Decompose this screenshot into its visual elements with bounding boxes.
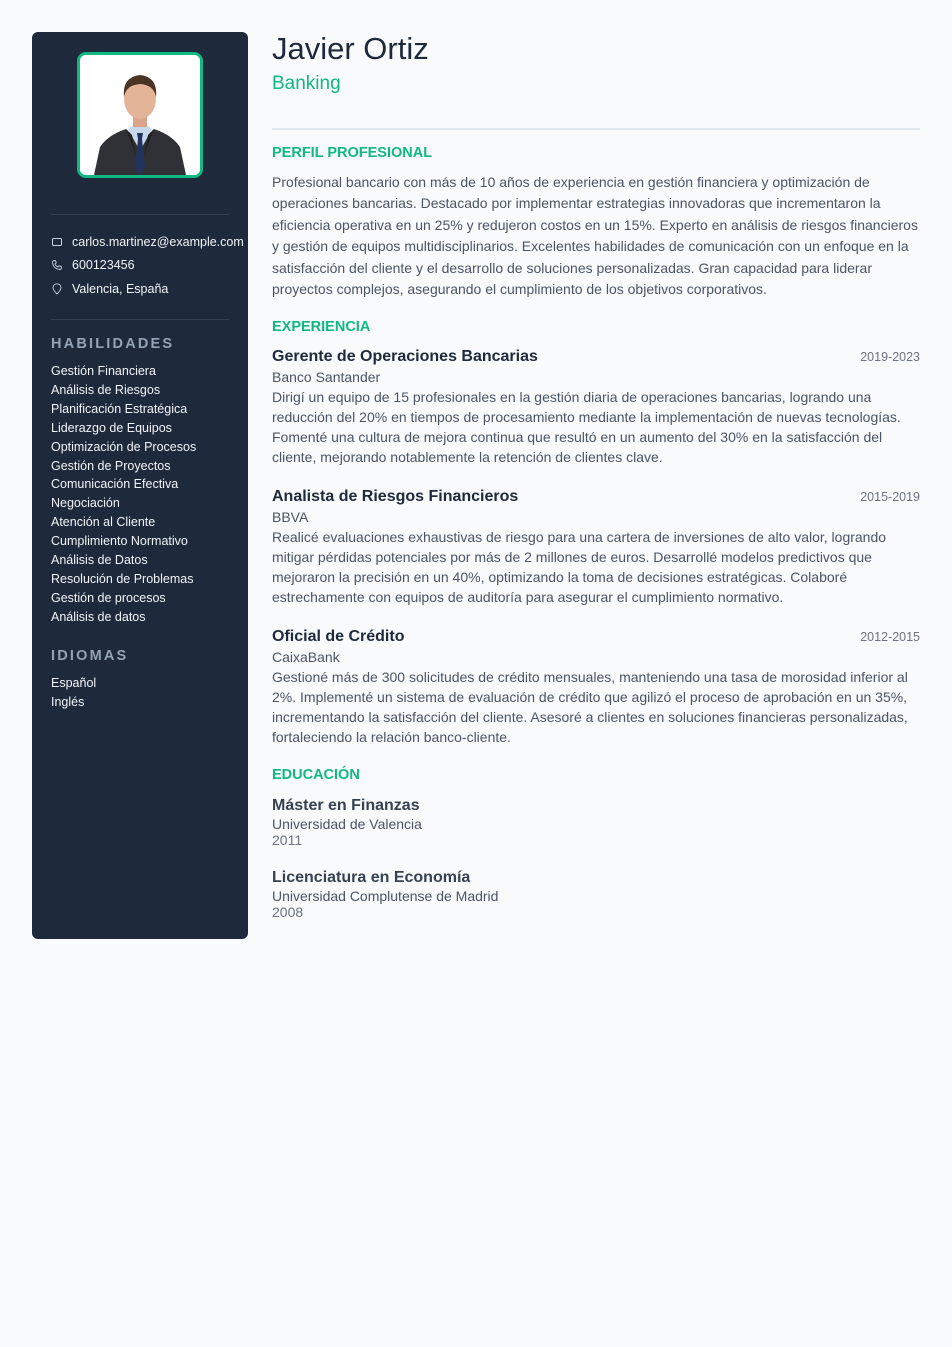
job-dates: 2012-2015 bbox=[860, 630, 920, 644]
languages-heading: IDIOMAS bbox=[51, 648, 129, 664]
skill-item: Análisis de datos bbox=[51, 609, 146, 624]
person-portrait-icon bbox=[80, 55, 200, 175]
job-company: BBVA bbox=[272, 509, 309, 525]
job-dates: 2019-2023 bbox=[860, 350, 920, 364]
skill-item: Resolución de Problemas bbox=[51, 571, 194, 586]
school: Universidad de Valencia bbox=[272, 816, 422, 832]
location-text: Valencia, España bbox=[72, 281, 169, 296]
education-heading: EDUCACIÓN bbox=[272, 767, 360, 783]
email-text: carlos.martinez@example.com bbox=[72, 234, 244, 249]
phone-text: 600123456 bbox=[72, 258, 135, 273]
language-item: Español bbox=[51, 676, 97, 690]
profile-heading: PERFIL PROFESIONAL bbox=[272, 145, 433, 161]
languages-list bbox=[51, 674, 96, 712]
language-item: Inglés bbox=[51, 694, 85, 709]
experience-item bbox=[272, 628, 920, 747]
skill-item: Negociación bbox=[51, 496, 120, 511]
job-description: Gestioné más de 300 solicitudes de crédito mensuales, manteniendo una tasa de morosidad inferior al 2%. Implementé un sistema de evaluación de crédito que agilizó el proceso de aprobación en un 35%, incrementando la satisfacción del cliente. Asesoré a clientes en soluciones financieras personalizadas, fortaleciendo la relación banco-cliente. bbox=[272, 669, 908, 745]
job-description: Dirigí un equipo de 15 profesionales en la gestión diaria de operaciones bancarias, logrando una reducción del 20% en tiempos de procesamiento mediante la implementación de nuevas tecnologías. Fomenté una cultura de mejora continua que resultó en un aumento del 30% en la satisfacción del cliente, mejorando notablemente la retención de clientes clave. bbox=[272, 389, 901, 465]
sidebar-divider bbox=[51, 214, 229, 215]
contact-info bbox=[51, 230, 251, 301]
profile-summary: Profesional bancario con más de 10 años de experiencia en gestión financiera y optimización de operaciones bancarias. Destacado por implementar estrategias innovadoras que incrementaron la eficiencia operativa en un 25% y redujeron costos en un 15%. Experto en análisis de riesgos financieros y gestión de equipos multidisciplinarios. Excelentes habilidades de comunicación con un enfoque en la satisfacción del cliente y el desarrollo de soluciones personalizadas. Gran capacidad para liderar proyectos complejos, asegurando el cumplimiento de los objetivos corporativos. bbox=[272, 174, 918, 298]
contact-phone[interactable] bbox=[51, 254, 251, 278]
experience-item bbox=[272, 488, 920, 607]
sidebar bbox=[32, 32, 248, 939]
candidate-name: Javier Ortiz bbox=[272, 31, 429, 66]
skill-item: Atención al Cliente bbox=[51, 515, 156, 530]
job-company: Banco Santander bbox=[272, 369, 381, 385]
skill-item: Análisis de Datos bbox=[51, 553, 148, 568]
skill-item: Cumplimiento Normativo bbox=[51, 534, 188, 549]
skill-item: Análisis de Riesgos bbox=[51, 382, 161, 397]
contact-email[interactable] bbox=[51, 230, 251, 254]
skill-item: Optimización de Procesos bbox=[51, 439, 197, 454]
map-pin-icon bbox=[51, 283, 63, 295]
school: Universidad Complutense de Madrid bbox=[272, 888, 499, 904]
skills-heading: HABILIDADES bbox=[51, 336, 175, 352]
skill-item: Comunicación Efectiva bbox=[51, 477, 179, 492]
job-title: Analista de Riesgos Financieros bbox=[272, 488, 519, 505]
job-description: Realicé evaluaciones exhaustivas de riesgo para una cartera de inversiones de alto valor, logrando mitigar pérdidas potenciales por más de 2 millones de euros. Desarrollé modelos predictivos que mejoraron la precisión en un 40%, optimizando la toma de decisiones estratégicas. Colaboré estrechamente con equipos de auditoría para asegurar el cumplimiento normativo. bbox=[272, 529, 887, 605]
job-title: Gerente de Operaciones Bancarias bbox=[272, 348, 538, 365]
job-company: CaixaBank bbox=[272, 649, 340, 665]
experience-heading: EXPERIENCIA bbox=[272, 319, 371, 335]
education-item bbox=[272, 868, 920, 920]
header-divider bbox=[272, 128, 920, 130]
sidebar-divider bbox=[51, 319, 229, 320]
graduation-year: 2008 bbox=[272, 904, 304, 920]
main-content bbox=[272, 31, 920, 920]
profile-photo bbox=[77, 52, 203, 178]
skill-item: Gestión de Proyectos bbox=[51, 458, 171, 473]
job-dates: 2015-2019 bbox=[860, 490, 920, 504]
skill-item: Gestión Financiera bbox=[51, 364, 156, 378]
contact-location bbox=[51, 277, 251, 301]
phone-icon bbox=[51, 259, 63, 271]
skill-item: Planificación Estratégica bbox=[51, 401, 188, 416]
experience-item bbox=[272, 348, 920, 467]
mail-icon bbox=[51, 236, 63, 248]
skills-list bbox=[51, 362, 196, 627]
degree: Licenciatura en Economía bbox=[272, 869, 471, 886]
skill-item: Liderazgo de Equipos bbox=[51, 420, 172, 435]
skill-item: Gestión de procesos bbox=[51, 590, 166, 605]
degree: Máster en Finanzas bbox=[272, 797, 420, 814]
education-item bbox=[272, 796, 920, 848]
candidate-role: Banking bbox=[272, 73, 341, 94]
graduation-year: 2011 bbox=[272, 832, 303, 848]
job-title: Oficial de Crédito bbox=[272, 628, 405, 645]
